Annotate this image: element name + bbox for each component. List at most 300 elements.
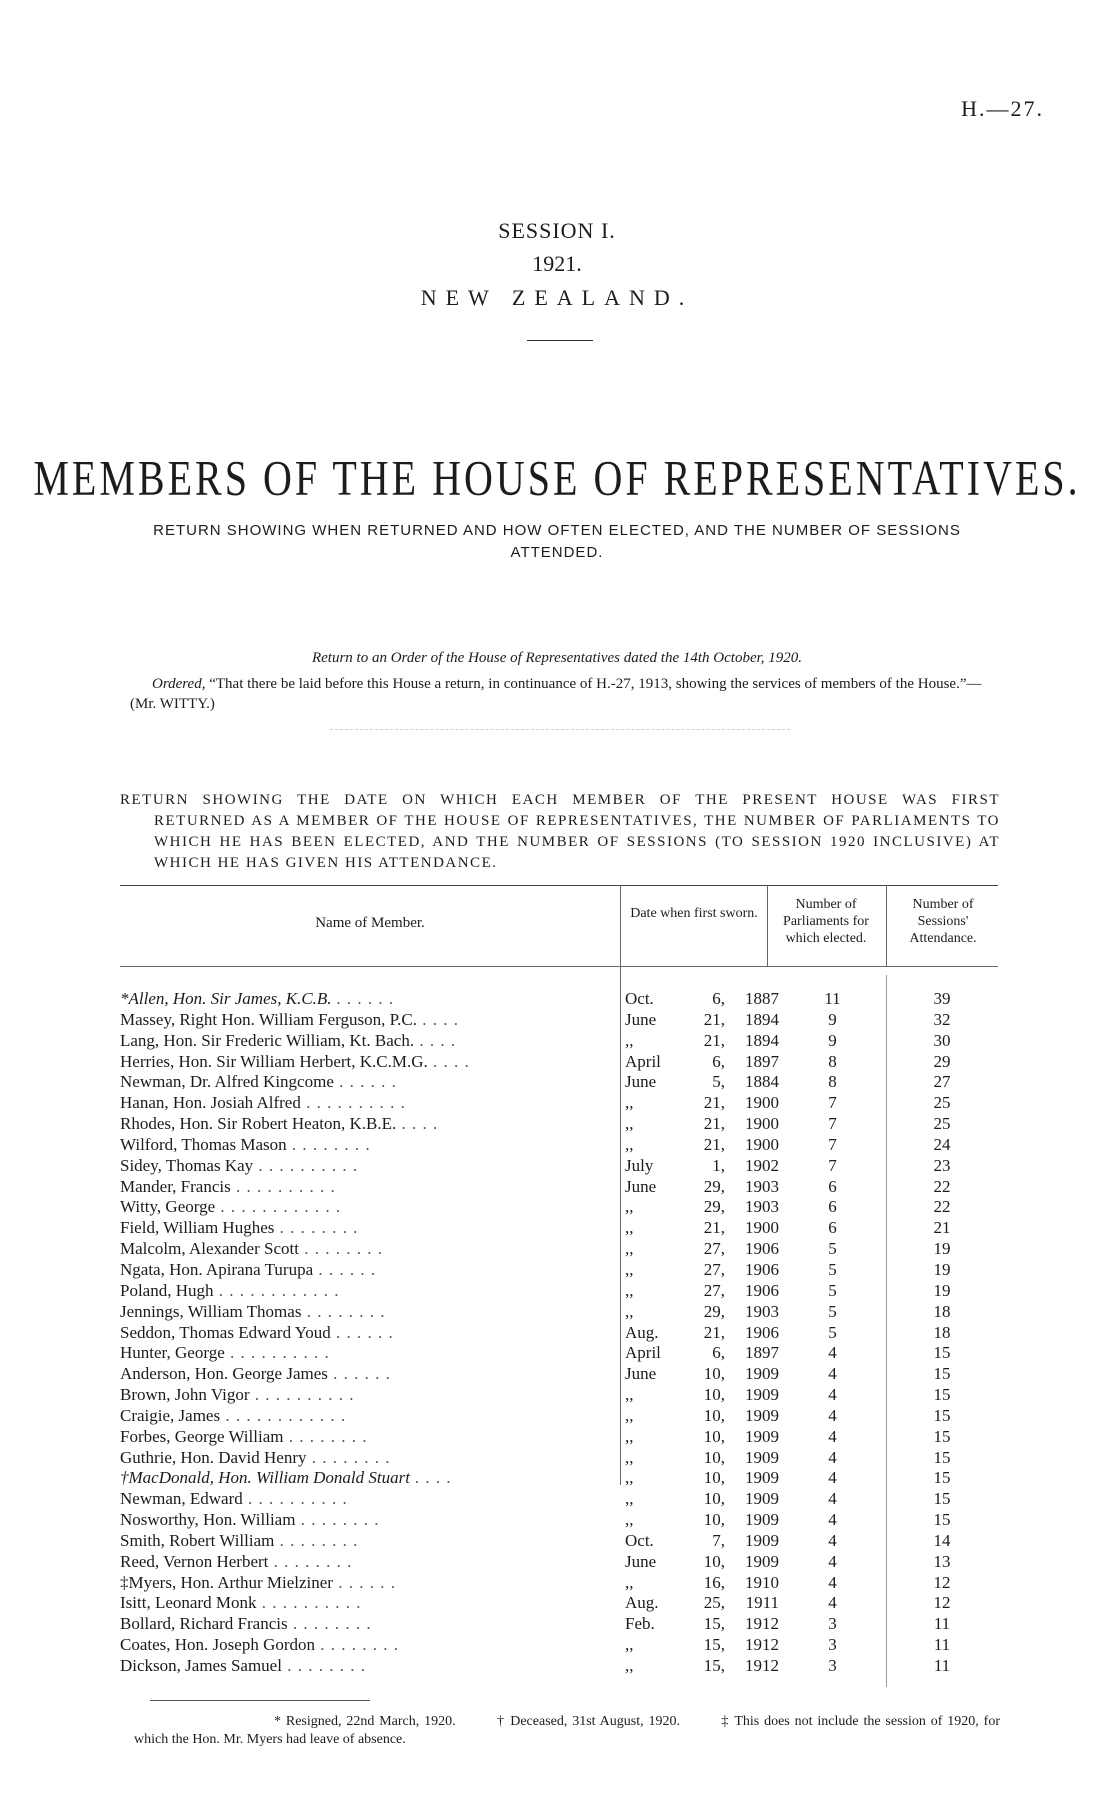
leader-dots: . . . . . . . . — [274, 1218, 359, 1238]
parliaments-count: 4 — [828, 1426, 837, 1446]
sworn-day: 27, — [703, 1259, 725, 1279]
sessions-count: 22 — [933, 1197, 951, 1217]
sessions-count: 15 — [933, 1447, 951, 1467]
sworn-month: ,, — [625, 1301, 634, 1321]
member-name-text: Seddon, Thomas Edward Youd — [120, 1322, 331, 1342]
table-row — [120, 1573, 998, 1594]
parliaments-count: 6 — [828, 1218, 837, 1238]
column-divider — [886, 885, 887, 966]
sworn-year: 1900 — [745, 1114, 779, 1134]
member-name-text: Reed, Vernon Herbert — [120, 1551, 269, 1571]
table-row — [120, 1072, 998, 1093]
leader-dots: . . . . . . . . . . . . — [213, 1280, 340, 1300]
table-row — [120, 1427, 998, 1448]
table-row — [120, 1239, 998, 1260]
sworn-month: June — [625, 1364, 657, 1384]
table-row — [120, 1052, 998, 1073]
sworn-day: 25, — [703, 1593, 725, 1613]
leader-dots: . . . . . . . . . . . . — [220, 1405, 347, 1425]
sworn-day: 15, — [703, 1635, 725, 1655]
leader-dots: . . . . . . . . . . — [300, 1093, 406, 1113]
member-name-text: Massey, Right Hon. William Ferguson, P.C. — [120, 1009, 417, 1029]
member-name — [120, 1260, 632, 1280]
parliaments-count: 8 — [828, 1051, 837, 1071]
parliaments-count: 5 — [828, 1301, 837, 1321]
sworn-month: Oct. — [625, 989, 654, 1008]
sworn-month: June — [625, 1176, 657, 1196]
member-name — [120, 1031, 632, 1051]
footnote — [134, 1713, 1000, 1749]
member-name-text: Herries, Hon. Sir William Herbert, K.C.M.G. — [120, 1051, 428, 1071]
table-row — [120, 1177, 998, 1198]
sessions-count: 24 — [933, 1134, 951, 1154]
leader-dots: . . . . — [427, 1051, 470, 1071]
member-name-text: Jennings, William Thomas — [120, 1301, 302, 1321]
leader-dots: . . . . . . . . — [286, 1134, 371, 1154]
sworn-day: 10, — [703, 1426, 725, 1446]
member-name-text: Brown, John Vigor — [120, 1385, 250, 1405]
member-name-text: Hunter, George — [120, 1343, 225, 1363]
sworn-day: 10, — [703, 1468, 725, 1488]
sworn-month: ,, — [625, 1239, 634, 1259]
sessions-count: 18 — [933, 1301, 951, 1321]
member-name — [120, 1468, 632, 1488]
member-name-text: Smith, Robert William — [120, 1530, 275, 1550]
sworn-month: ,, — [625, 1447, 634, 1467]
page-title: MEMBERS OF THE HOUSE OF REPRESENTATIVES. — [33, 449, 1081, 506]
sessions-count: 15 — [933, 1489, 951, 1509]
leader-dots: . . . . . . . . — [295, 1510, 380, 1530]
table-row — [120, 1593, 998, 1614]
sworn-year: 1903 — [745, 1301, 779, 1321]
table-row — [120, 1260, 998, 1281]
parliaments-count: 4 — [828, 1447, 837, 1467]
table-row — [120, 1302, 998, 1323]
sworn-year: 1887 — [745, 989, 779, 1008]
sworn-year: 1912 — [745, 1635, 779, 1655]
sworn-day: 21, — [703, 1218, 725, 1238]
leader-dots: . . . . . . . . — [298, 1239, 383, 1259]
leader-dots: . . . . . . — [333, 1072, 397, 1092]
leader-dots: . . . . . . . . . . — [230, 1176, 336, 1196]
leader-dots: . . . . . . . . . . . . — [215, 1197, 342, 1217]
sessions-count: 32 — [933, 1009, 951, 1029]
sworn-year: 1884 — [745, 1072, 779, 1092]
sworn-month: June — [625, 1009, 657, 1029]
member-name-text: *Allen, Hon. Sir James, K.C.B. — [120, 989, 332, 1008]
member-name — [120, 1573, 632, 1593]
sworn-month: July — [625, 1155, 654, 1175]
table-row — [120, 1197, 998, 1218]
sworn-day: 21, — [703, 1114, 725, 1134]
parliaments-count: 8 — [828, 1072, 837, 1092]
member-name — [120, 1010, 632, 1030]
sworn-month: ,, — [625, 1405, 634, 1425]
member-name — [120, 1323, 632, 1343]
table-row — [120, 1635, 998, 1656]
member-name — [120, 1156, 632, 1176]
table-row — [120, 1010, 998, 1031]
leader-dots: . . . . . . — [313, 1259, 377, 1279]
footnote-deceased: † Deceased, 31st August, 1920. — [495, 1714, 680, 1729]
sworn-year: 1912 — [745, 1656, 779, 1675]
member-name-text: Hanan, Hon. Josiah Alfred — [120, 1093, 301, 1113]
table-row — [120, 1093, 998, 1114]
sessions-count: 25 — [933, 1093, 951, 1113]
parliaments-count: 4 — [828, 1385, 837, 1405]
sworn-month: ,, — [625, 1114, 634, 1134]
member-name — [120, 1427, 632, 1447]
sworn-year: 1909 — [745, 1551, 779, 1571]
member-name — [120, 1281, 632, 1301]
leader-dots: . . . . . . . . . . — [242, 1489, 348, 1509]
sworn-year: 1906 — [745, 1322, 779, 1342]
member-name — [120, 1385, 632, 1405]
sessions-count: 15 — [933, 1343, 951, 1363]
leader-dots: . . . . . . . . . . — [249, 1385, 355, 1405]
parliaments-count: 7 — [828, 1155, 837, 1175]
return-heading-line1: RETURN SHOWING THE DATE ON WHICH EACH MEMBER OF THE PRESENT HOUSE WAS FIRST — [120, 792, 1000, 808]
leader-dots: . . . . . . — [327, 1364, 391, 1384]
parliaments-count: 6 — [828, 1176, 837, 1196]
sworn-month: April — [625, 1051, 661, 1071]
table-row — [120, 1364, 998, 1385]
leader-dots: . . . . — [396, 1114, 439, 1134]
table-header-rule — [120, 966, 998, 967]
member-name — [120, 1114, 632, 1134]
table-row — [120, 1406, 998, 1427]
sworn-month: ,, — [625, 1093, 634, 1113]
sworn-month: Feb. — [625, 1614, 655, 1634]
member-name-text: Lang, Hon. Sir Frederic William, Kt. Bach. — [120, 1030, 415, 1050]
sessions-count: 15 — [933, 1405, 951, 1425]
leader-dots: . . . . . . . . . . — [256, 1593, 362, 1613]
sworn-day: 21, — [703, 1134, 725, 1154]
member-name-text: Isitt, Leonard Monk — [120, 1593, 257, 1613]
table-row — [120, 1489, 998, 1510]
sessions-count: 19 — [933, 1239, 951, 1259]
sessions-count: 29 — [933, 1051, 951, 1071]
sworn-month: ,, — [625, 1385, 634, 1405]
parliaments-count: 3 — [828, 1656, 837, 1675]
sworn-year: 1909 — [745, 1364, 779, 1384]
sworn-day: 10, — [703, 1510, 725, 1530]
parliaments-count: 11 — [824, 989, 841, 1008]
parliaments-count: 5 — [828, 1259, 837, 1279]
sworn-day: 6, — [712, 1343, 725, 1363]
sworn-month: June — [625, 1551, 657, 1571]
member-name — [120, 1593, 632, 1613]
sworn-month: ,, — [625, 1635, 634, 1655]
sworn-day: 27, — [703, 1239, 725, 1259]
parliaments-count: 4 — [828, 1510, 837, 1530]
sessions-count: 14 — [933, 1530, 951, 1550]
sworn-year: 1909 — [745, 1405, 779, 1425]
leader-dots: . . . . . . . . — [315, 1635, 400, 1655]
footnote-myers: ‡ This does not include the session of 1920, for which the Hon. Mr. Myers had leave of absence. — [134, 1714, 1000, 1747]
sworn-day: 21, — [703, 1322, 725, 1342]
table-row — [120, 989, 998, 1010]
sessions-count: 23 — [933, 1155, 951, 1175]
table-row — [120, 1031, 998, 1052]
leader-dots: . . . . . . . . — [306, 1447, 391, 1467]
parliaments-count: 9 — [828, 1009, 837, 1029]
sessions-count: 15 — [933, 1510, 951, 1530]
table-row — [120, 1218, 998, 1239]
member-name-text: Anderson, Hon. George James — [120, 1364, 328, 1384]
sessions-count: 15 — [933, 1364, 951, 1384]
leader-dots: . . . . . . — [331, 989, 395, 1008]
member-name — [120, 1302, 632, 1322]
header-date: Date when first sworn. — [630, 906, 758, 921]
sworn-day: 10, — [703, 1447, 725, 1467]
table-row — [120, 1468, 998, 1489]
sworn-day: 10, — [703, 1385, 725, 1405]
member-name-text: Sidey, Thomas Kay — [120, 1155, 254, 1175]
sworn-year: 1909 — [745, 1530, 779, 1550]
member-name-text: Malcolm, Alexander Scott — [120, 1239, 299, 1259]
sworn-month: ,, — [625, 1259, 634, 1279]
member-name — [120, 1343, 632, 1363]
return-heading-rest: RETURNED AS A MEMBER OF THE HOUSE OF REPRESENTATIVES, THE NUMBER OF PARLIAMENTS TO WHICH HE HAS BEEN ELECTED, AND THE NUMBER OF SESSIONS (TO SESSION 1920 INCLUSIVE) AT WHICH HE HAS GIVEN HIS ATTENDANCE. — [154, 813, 1000, 871]
ordered-text: “That there be laid before this House a return, in continuance of H.-27, 1913, showing the services of members of the House.”—(Mr. WITTY.) — [130, 676, 982, 712]
sessions-count: 19 — [933, 1259, 951, 1279]
leader-dots: . . . . — [414, 1030, 457, 1050]
sworn-day: 5, — [712, 1072, 725, 1092]
sessions-count: 11 — [933, 1635, 951, 1655]
parliaments-count: 4 — [828, 1343, 837, 1363]
leader-dots: . . . . . . . . — [283, 1426, 368, 1446]
sworn-day: 21, — [703, 1030, 725, 1050]
sworn-year: 1909 — [745, 1426, 779, 1446]
member-name — [120, 1510, 632, 1530]
table-row — [120, 1510, 998, 1531]
member-name-text: Bollard, Richard Francis — [120, 1614, 288, 1634]
member-name-text: Mander, Francis — [120, 1176, 231, 1196]
sessions-count: 25 — [933, 1114, 951, 1134]
member-name — [120, 1197, 632, 1217]
sessions-count: 39 — [933, 989, 951, 1008]
sworn-month: April — [625, 1343, 661, 1363]
leader-dots: . . . . . . . . . . — [224, 1343, 330, 1363]
parliaments-count: 4 — [828, 1551, 837, 1571]
order-reference: Return to an Order of the House of Representatives dated the 14th October, 1920. — [311, 650, 803, 666]
sworn-month: June — [625, 1072, 657, 1092]
table-row — [120, 1281, 998, 1302]
member-name-text: †MacDonald, Hon. William Donald Stuart — [120, 1468, 410, 1488]
document-reference: H.—27. — [961, 96, 1044, 121]
sworn-year: 1909 — [745, 1468, 779, 1488]
leader-dots: . . . . . . . . — [287, 1614, 372, 1634]
sworn-day: 1, — [712, 1155, 725, 1175]
parliaments-count: 4 — [828, 1530, 837, 1550]
sworn-month: ,, — [625, 1656, 634, 1675]
table-row — [120, 1552, 998, 1573]
sessions-count: 15 — [933, 1385, 951, 1405]
leader-dots: . . . . . . . . — [281, 1656, 366, 1675]
member-name-text: Newman, Edward — [120, 1489, 243, 1509]
member-name-text: ‡Myers, Hon. Arthur Mielziner — [120, 1572, 333, 1592]
header-parliaments: Number of Parliaments for which elected. — [783, 897, 869, 946]
sworn-day: 10, — [703, 1551, 725, 1571]
sworn-year: 1906 — [745, 1280, 779, 1300]
leader-dots: . . . . . . — [332, 1572, 396, 1592]
parliaments-count: 4 — [828, 1593, 837, 1613]
footnote-resigned: * Resigned, 22nd March, 1920. — [274, 1714, 456, 1729]
parliaments-count: 9 — [828, 1030, 837, 1050]
sworn-month: Oct. — [625, 1530, 654, 1550]
parliaments-count: 5 — [828, 1280, 837, 1300]
member-name — [120, 1406, 632, 1426]
sworn-day: 6, — [712, 1051, 725, 1071]
table-top-rule — [120, 885, 998, 886]
leader-dots: . . . . . . . . . . — [253, 1155, 359, 1175]
sworn-day: 29, — [703, 1197, 725, 1217]
table-row — [120, 1656, 998, 1677]
member-name — [120, 1614, 632, 1634]
sworn-year: 1903 — [745, 1176, 779, 1196]
sworn-day: 16, — [703, 1572, 725, 1592]
footnote-rule — [150, 1700, 370, 1701]
sworn-year: 1894 — [745, 1009, 779, 1029]
sworn-day: 10, — [703, 1364, 725, 1384]
table-row — [120, 1448, 998, 1469]
sessions-count: 15 — [933, 1426, 951, 1446]
leader-dots: . . . . . . . . — [301, 1301, 386, 1321]
sworn-month: ,, — [625, 1280, 634, 1300]
member-name-text: Rhodes, Hon. Sir Robert Heaton, K.B.E. — [120, 1114, 397, 1134]
member-name — [120, 1635, 632, 1655]
header-divider — [527, 340, 593, 341]
member-name — [120, 1448, 632, 1468]
parliaments-count: 4 — [828, 1468, 837, 1488]
sworn-year: 1912 — [745, 1614, 779, 1634]
country-label: NEW ZEALAND. — [420, 285, 694, 310]
member-name — [120, 1135, 632, 1155]
sworn-day: 21, — [703, 1093, 725, 1113]
member-name-text: Wilford, Thomas Mason — [120, 1134, 287, 1154]
sworn-year: 1900 — [745, 1134, 779, 1154]
leader-dots: . . . . — [417, 1009, 459, 1029]
parliaments-count: 4 — [828, 1405, 837, 1425]
sessions-count: 21 — [933, 1218, 951, 1238]
sworn-year: 1909 — [745, 1385, 779, 1405]
sworn-day: 29, — [703, 1301, 725, 1321]
member-name-text: Poland, Hugh — [120, 1280, 214, 1300]
parliaments-count: 5 — [828, 1239, 837, 1259]
member-name — [120, 1239, 632, 1259]
sworn-year: 1894 — [745, 1030, 779, 1050]
member-name — [120, 989, 632, 1009]
sworn-year: 1909 — [745, 1489, 779, 1509]
member-name — [120, 1552, 632, 1572]
return-heading — [120, 790, 1000, 874]
sworn-month: ,, — [625, 1218, 634, 1238]
sworn-day: 6, — [712, 989, 725, 1008]
parliaments-count: 7 — [828, 1134, 837, 1154]
sworn-year: 1909 — [745, 1447, 779, 1467]
year-label: 1921. — [532, 251, 582, 276]
sessions-count: 22 — [933, 1176, 951, 1196]
leader-dots: . . . . . . — [330, 1322, 394, 1342]
table-row — [120, 1135, 998, 1156]
leader-dots: . . . . . . . . — [268, 1551, 353, 1571]
member-name — [120, 1072, 632, 1092]
sworn-month: ,, — [625, 1426, 634, 1446]
parliaments-count: 7 — [828, 1114, 837, 1134]
member-name — [120, 1177, 632, 1197]
member-name-text: Craigie, James — [120, 1405, 221, 1425]
sworn-year: 1897 — [745, 1343, 779, 1363]
sessions-count: 15 — [933, 1468, 951, 1488]
sessions-count: 30 — [933, 1030, 951, 1050]
sessions-count: 12 — [933, 1593, 951, 1613]
ordered-paragraph — [130, 674, 1000, 714]
member-name-text: Nosworthy, Hon. William — [120, 1510, 296, 1530]
sworn-year: 1902 — [745, 1155, 779, 1175]
parliaments-count: 3 — [828, 1614, 837, 1634]
page-subtitle: RETURN SHOWING WHEN RETURNED AND HOW OFTEN ELECTED, AND THE NUMBER OF SESSIONS ATTENDED. — [153, 522, 961, 561]
member-name-text: Dickson, James Samuel — [120, 1656, 282, 1675]
sworn-month: ,, — [625, 1572, 634, 1592]
parliaments-count: 6 — [828, 1197, 837, 1217]
sworn-month: Aug. — [625, 1322, 659, 1342]
sworn-month: Aug. — [625, 1593, 659, 1613]
sworn-year: 1909 — [745, 1510, 779, 1530]
sworn-month: ,, — [625, 1468, 634, 1488]
sworn-day: 15, — [703, 1614, 725, 1634]
parliaments-count: 3 — [828, 1635, 837, 1655]
members-table-body — [120, 989, 998, 1677]
member-name — [120, 1531, 632, 1551]
member-name-text: Forbes, George William — [120, 1426, 284, 1446]
member-name-text: Ngata, Hon. Apirana Turupa — [120, 1259, 314, 1279]
sworn-month: ,, — [625, 1489, 634, 1509]
table-row — [120, 1385, 998, 1406]
sessions-count: 19 — [933, 1280, 951, 1300]
sworn-month: ,, — [625, 1197, 634, 1217]
member-name — [120, 1656, 632, 1676]
sworn-year: 1906 — [745, 1259, 779, 1279]
sessions-count: 27 — [933, 1072, 951, 1092]
parliaments-count: 4 — [828, 1572, 837, 1592]
parliaments-count: 5 — [828, 1322, 837, 1342]
table-row — [120, 1343, 998, 1364]
table-row — [120, 1531, 998, 1552]
sessions-count: 11 — [933, 1656, 951, 1675]
sessions-count: 12 — [933, 1572, 951, 1592]
member-name-text: Field, William Hughes — [120, 1218, 275, 1238]
member-name-text: Guthrie, Hon. David Henry — [120, 1447, 307, 1467]
member-name-text: Newman, Dr. Alfred Kingcome — [120, 1072, 334, 1092]
sworn-month: ,, — [625, 1030, 634, 1050]
section-divider — [330, 729, 790, 730]
sworn-month: ,, — [625, 1510, 634, 1530]
sworn-day: 29, — [703, 1176, 725, 1196]
sworn-year: 1910 — [745, 1572, 779, 1592]
member-name-text: Witty, George — [120, 1197, 216, 1217]
sworn-year: 1911 — [745, 1593, 779, 1613]
member-name — [120, 1364, 632, 1384]
member-name-text: Coates, Hon. Joseph Gordon — [120, 1635, 316, 1655]
sworn-day: 7, — [712, 1530, 725, 1550]
sworn-day: 27, — [703, 1280, 725, 1300]
leader-dots: . . . . — [409, 1468, 452, 1488]
member-name — [120, 1093, 632, 1113]
parliaments-count: 4 — [828, 1364, 837, 1384]
sworn-year: 1900 — [745, 1093, 779, 1113]
header-name: Name of Member. — [315, 915, 425, 931]
